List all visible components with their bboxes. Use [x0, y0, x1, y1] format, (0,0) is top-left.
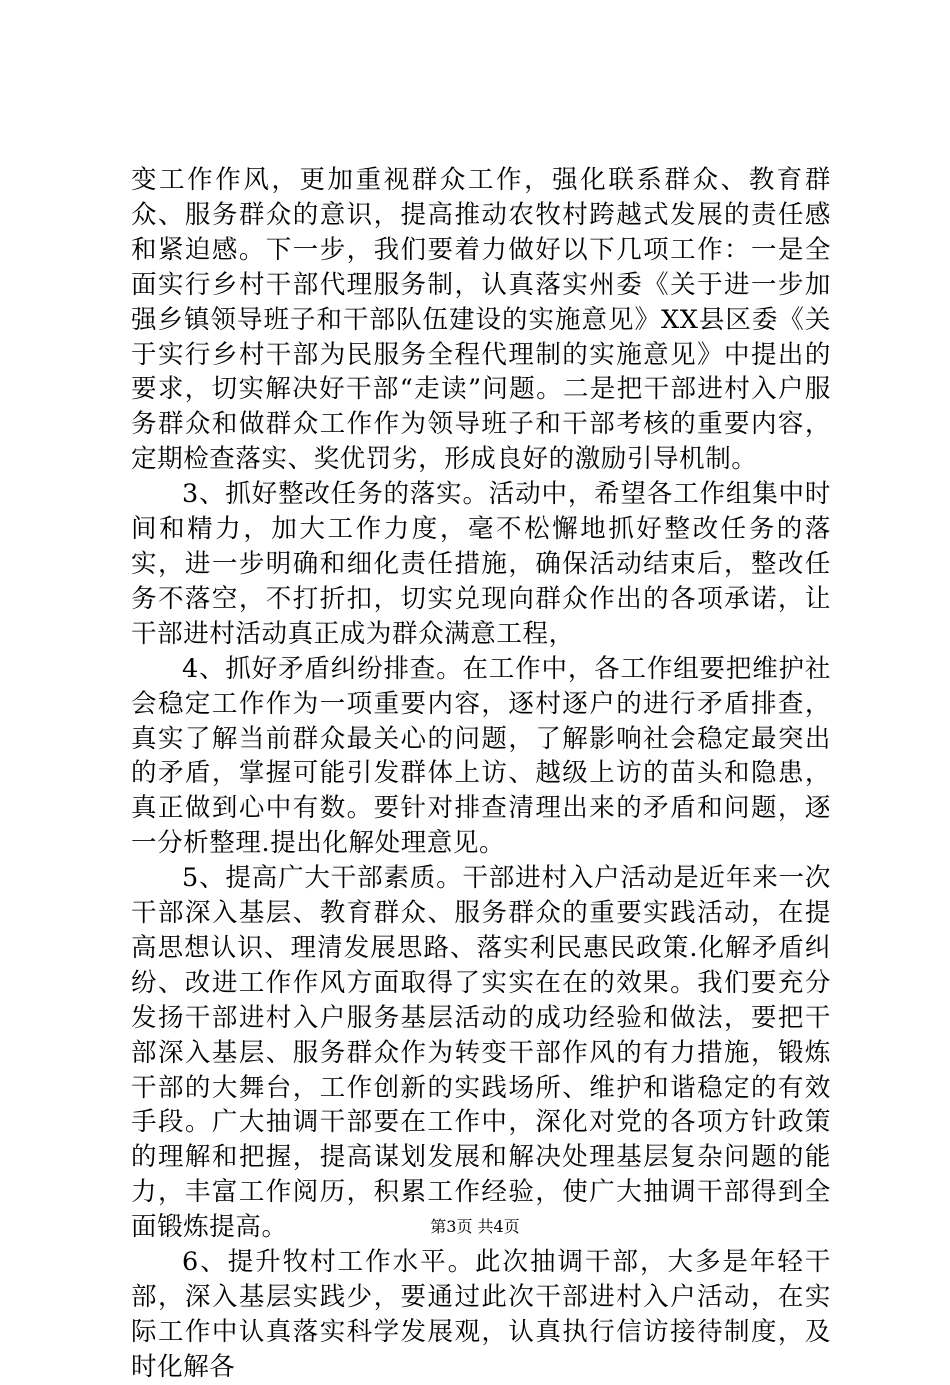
- paragraph-item-6: 6、提升牧村工作水平。此次抽调干部，大多是年轻干部，深入基层实践少，要通过此次干部进村入户活动，在实际工作中认真落实科学发展观，认真执行信访接待制度，及时化解各: [131, 1247, 831, 1382]
- paragraph-item-4: 4、抓好矛盾纠纷排查。在工作中，各工作组要把维护社会稳定工作作为一项重要内容，逐村逐户的进行矛盾排查，真实了解当前群众最关心的问题，了解影响社会稳定最突出的矛盾，掌握可能引发群体上访、越级上访的苗头和隐患，真正做到心中有数。要针对排查清理出来的矛盾和问题，逐一分析整理.提出化解处理意见。: [131, 653, 831, 859]
- document-body: [131, 163, 831, 1385]
- paragraph-continuation: 变工作作风，更加重视群众工作，强化联系群众、教育群众、服务群众的意识，提高推动农牧村跨越式发展的责任感和紧迫感。下一步，我们要着力做好以下几项工作：一是全面实行乡村干部代理服务制，认真落实州委《关于进一步加强乡镇领导班子和干部队伍建设的实施意见》XX县区委《关于实行乡村干部为民服务全程代理制的实施意见》中提出的要求，切实解决好干部“走读”问题。二是把干部进村入户服务群众和做群众工作作为领导班子和干部考核的重要内容，定期检查落实、奖优罚劣，形成良好的激励引导机制。: [131, 165, 831, 475]
- paragraph-item-5: 5、提高广大干部素质。干部进村入户活动是近年来一次干部深入基层、教育群众、服务群众的重要实践活动，在提高思想认识、理清发展思路、落实利民惠民政策.化解矛盾纠纷、改进工作作风方面取得了实实在在的效果。我们要充分发扬干部进村入户服务基层活动的成功经验和做法，要把干部深入基层、服务群众作为转变干部作风的有力措施，锻炼干部的大舞台，工作创新的实践场所、维护和谐稳定的有效手段。广大抽调干部要在工作中，深化对党的各项方针政策的理解和把握，提高谋划发展和解决处理基层复杂问题的能力，丰富工作阅历，积累工作经验，使广大抽调干部得到全面锻炼提高。: [131, 863, 831, 1243]
- page-footer: [0, 1217, 950, 1237]
- page-number-label: 第3页 共4页: [430, 1217, 520, 1236]
- paragraph-item-3: 3、抓好整改任务的落实。活动中，希望各工作组集中时间和精力，加大工作力度，毫不松懈地抓好整改任务的落实，进一步明确和细化责任措施，确保活动结束后，整改任务不落空，不打折扣，切实兑现向群众作出的各项承诺，让干部进村活动真正成为群众满意工程，: [131, 479, 831, 649]
